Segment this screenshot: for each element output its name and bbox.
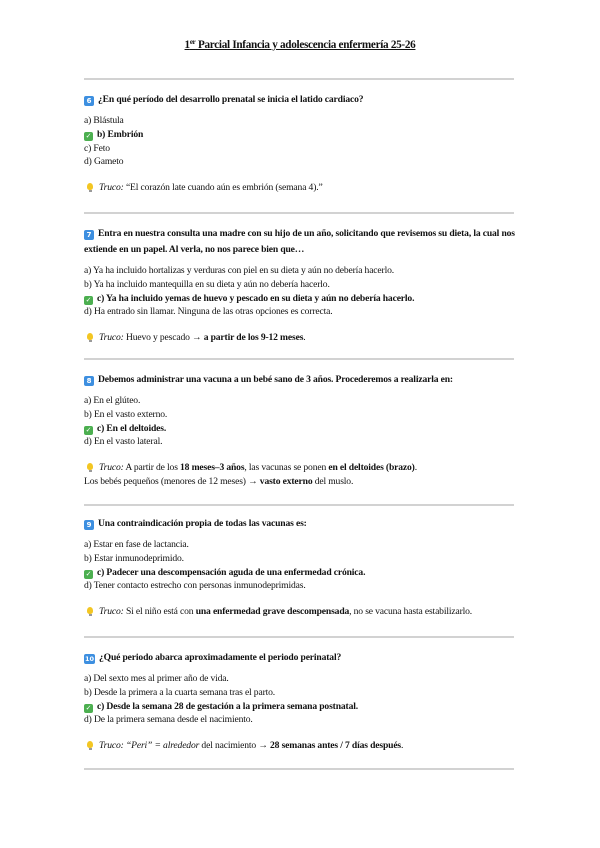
question-text: 10 ¿Qué periodo abarca aproximadamente el periodo perinatal? bbox=[84, 652, 342, 663]
question-text: 9 Una contraindicación propia de todas las vacunas es: bbox=[84, 516, 516, 532]
option-c-correct: ✓ c) Desde la semana 28 de gestación a la primera semana postnatal. bbox=[85, 700, 358, 712]
divider bbox=[84, 358, 514, 360]
question-9 bbox=[84, 516, 516, 619]
check-mark-icon: ✓ bbox=[85, 295, 92, 304]
option-b: b) Ya ha incluido mantequilla en su dieta y aún no debería hacerlo. bbox=[84, 278, 330, 290]
question-7 bbox=[84, 226, 516, 345]
light-bulb-icon bbox=[87, 607, 93, 614]
trick-note: Truco: “Peri” = alrededor del nacimiento → 28 semanas antes / 7 días después. bbox=[84, 739, 516, 753]
number-badge-icon: 9 bbox=[84, 520, 94, 530]
question-10 bbox=[84, 650, 516, 753]
question-text: 6 ¿En qué período del desarrollo prenatal se inicia el latido cardiaco? bbox=[84, 92, 516, 108]
page-title: 1er Parcial Infancia y adolescencia enfermería 25-26 bbox=[184, 38, 416, 51]
number-badge-icon: 7 bbox=[84, 230, 94, 240]
check-mark-icon: ✓ bbox=[85, 569, 92, 578]
light-bulb-icon bbox=[87, 463, 93, 470]
option-d: d) De la primera semana desde el nacimiento. bbox=[84, 714, 253, 726]
option-a: a) En el glúteo. bbox=[84, 395, 141, 406]
divider bbox=[84, 504, 514, 506]
option-c-correct: ✓ c) Padecer una descompensación aguda de una enfermedad crónica. bbox=[85, 566, 366, 578]
option-d: d) Gameto bbox=[84, 156, 124, 168]
divider bbox=[84, 636, 514, 638]
option-b-correct: ✓ b) Embrión bbox=[85, 128, 144, 140]
question-6 bbox=[84, 92, 516, 195]
trick-note: Truco: A partir de los 18 meses–3 años, las vacunas se ponen en el deltoides (brazo). Los bebés pequeños (menores de 12 meses) → vasto externo del muslo. bbox=[84, 462, 417, 488]
option-a: a) Ya ha incluido hortalizas y verduras con piel en su dieta y aún no debería hacerlo. bbox=[84, 265, 394, 276]
option-d: d) En el vasto lateral. bbox=[84, 436, 163, 448]
option-d: d) Ha entrado sin llamar. Ninguna de las otras opciones es correcta. bbox=[84, 306, 333, 318]
question-8 bbox=[84, 372, 516, 489]
option-a: a) Blástula bbox=[84, 115, 124, 126]
check-mark-icon: ✓ bbox=[85, 425, 92, 434]
option-c-correct: ✓ c) En el deltoides. bbox=[85, 422, 167, 434]
question-text: 7 Entra en nuestra consulta una madre con su hijo de un año, solicitando que revisemos su dieta, la cual nos extiende en un papel. Al verla, no nos parece bien que… bbox=[84, 228, 515, 255]
option-a: a) Del sexto mes al primer año de vida. bbox=[84, 673, 229, 684]
light-bulb-icon bbox=[87, 183, 93, 190]
divider bbox=[84, 768, 514, 770]
trick-note: Truco: Si el niño está con una enfermedad grave descompensada, no se vacuna hasta estabilizarlo. bbox=[84, 605, 516, 619]
option-a: a) Estar en fase de lactancia. bbox=[84, 539, 189, 550]
divider bbox=[84, 212, 514, 214]
light-bulb-icon bbox=[87, 333, 93, 340]
light-bulb-icon bbox=[87, 741, 93, 748]
number-badge-icon: 6 bbox=[84, 96, 94, 106]
divider bbox=[84, 78, 514, 80]
option-d: d) Tener contacto estrecho con personas inmunodeprimidas. bbox=[84, 580, 306, 592]
number-badge-icon: 10 bbox=[84, 655, 95, 663]
trick-note: Truco: Huevo y pescado → a partir de los 9-12 meses. bbox=[84, 331, 516, 345]
question-text: 8 Debemos administrar una vacuna a un bebé sano de 3 años. Procederemos a realizarla en: bbox=[84, 372, 516, 388]
option-b: b) Estar inmunodeprimido. bbox=[84, 552, 184, 564]
check-mark-icon: ✓ bbox=[85, 703, 92, 712]
trick-note: Truco: “El corazón late cuando aún es embrión (semana 4).” bbox=[84, 181, 516, 195]
option-c: c) Feto bbox=[84, 142, 110, 154]
number-badge-icon: 8 bbox=[84, 376, 94, 386]
option-b: b) Desde la primera a la cuarta semana tras el parto. bbox=[84, 686, 276, 698]
option-c-correct: ✓ c) Ya ha incluido yemas de huevo y pescado en su dieta y aún no debería hacerlo. bbox=[85, 292, 415, 304]
option-b: b) En el vasto externo. bbox=[84, 408, 168, 420]
check-mark-icon: ✓ bbox=[85, 131, 92, 140]
